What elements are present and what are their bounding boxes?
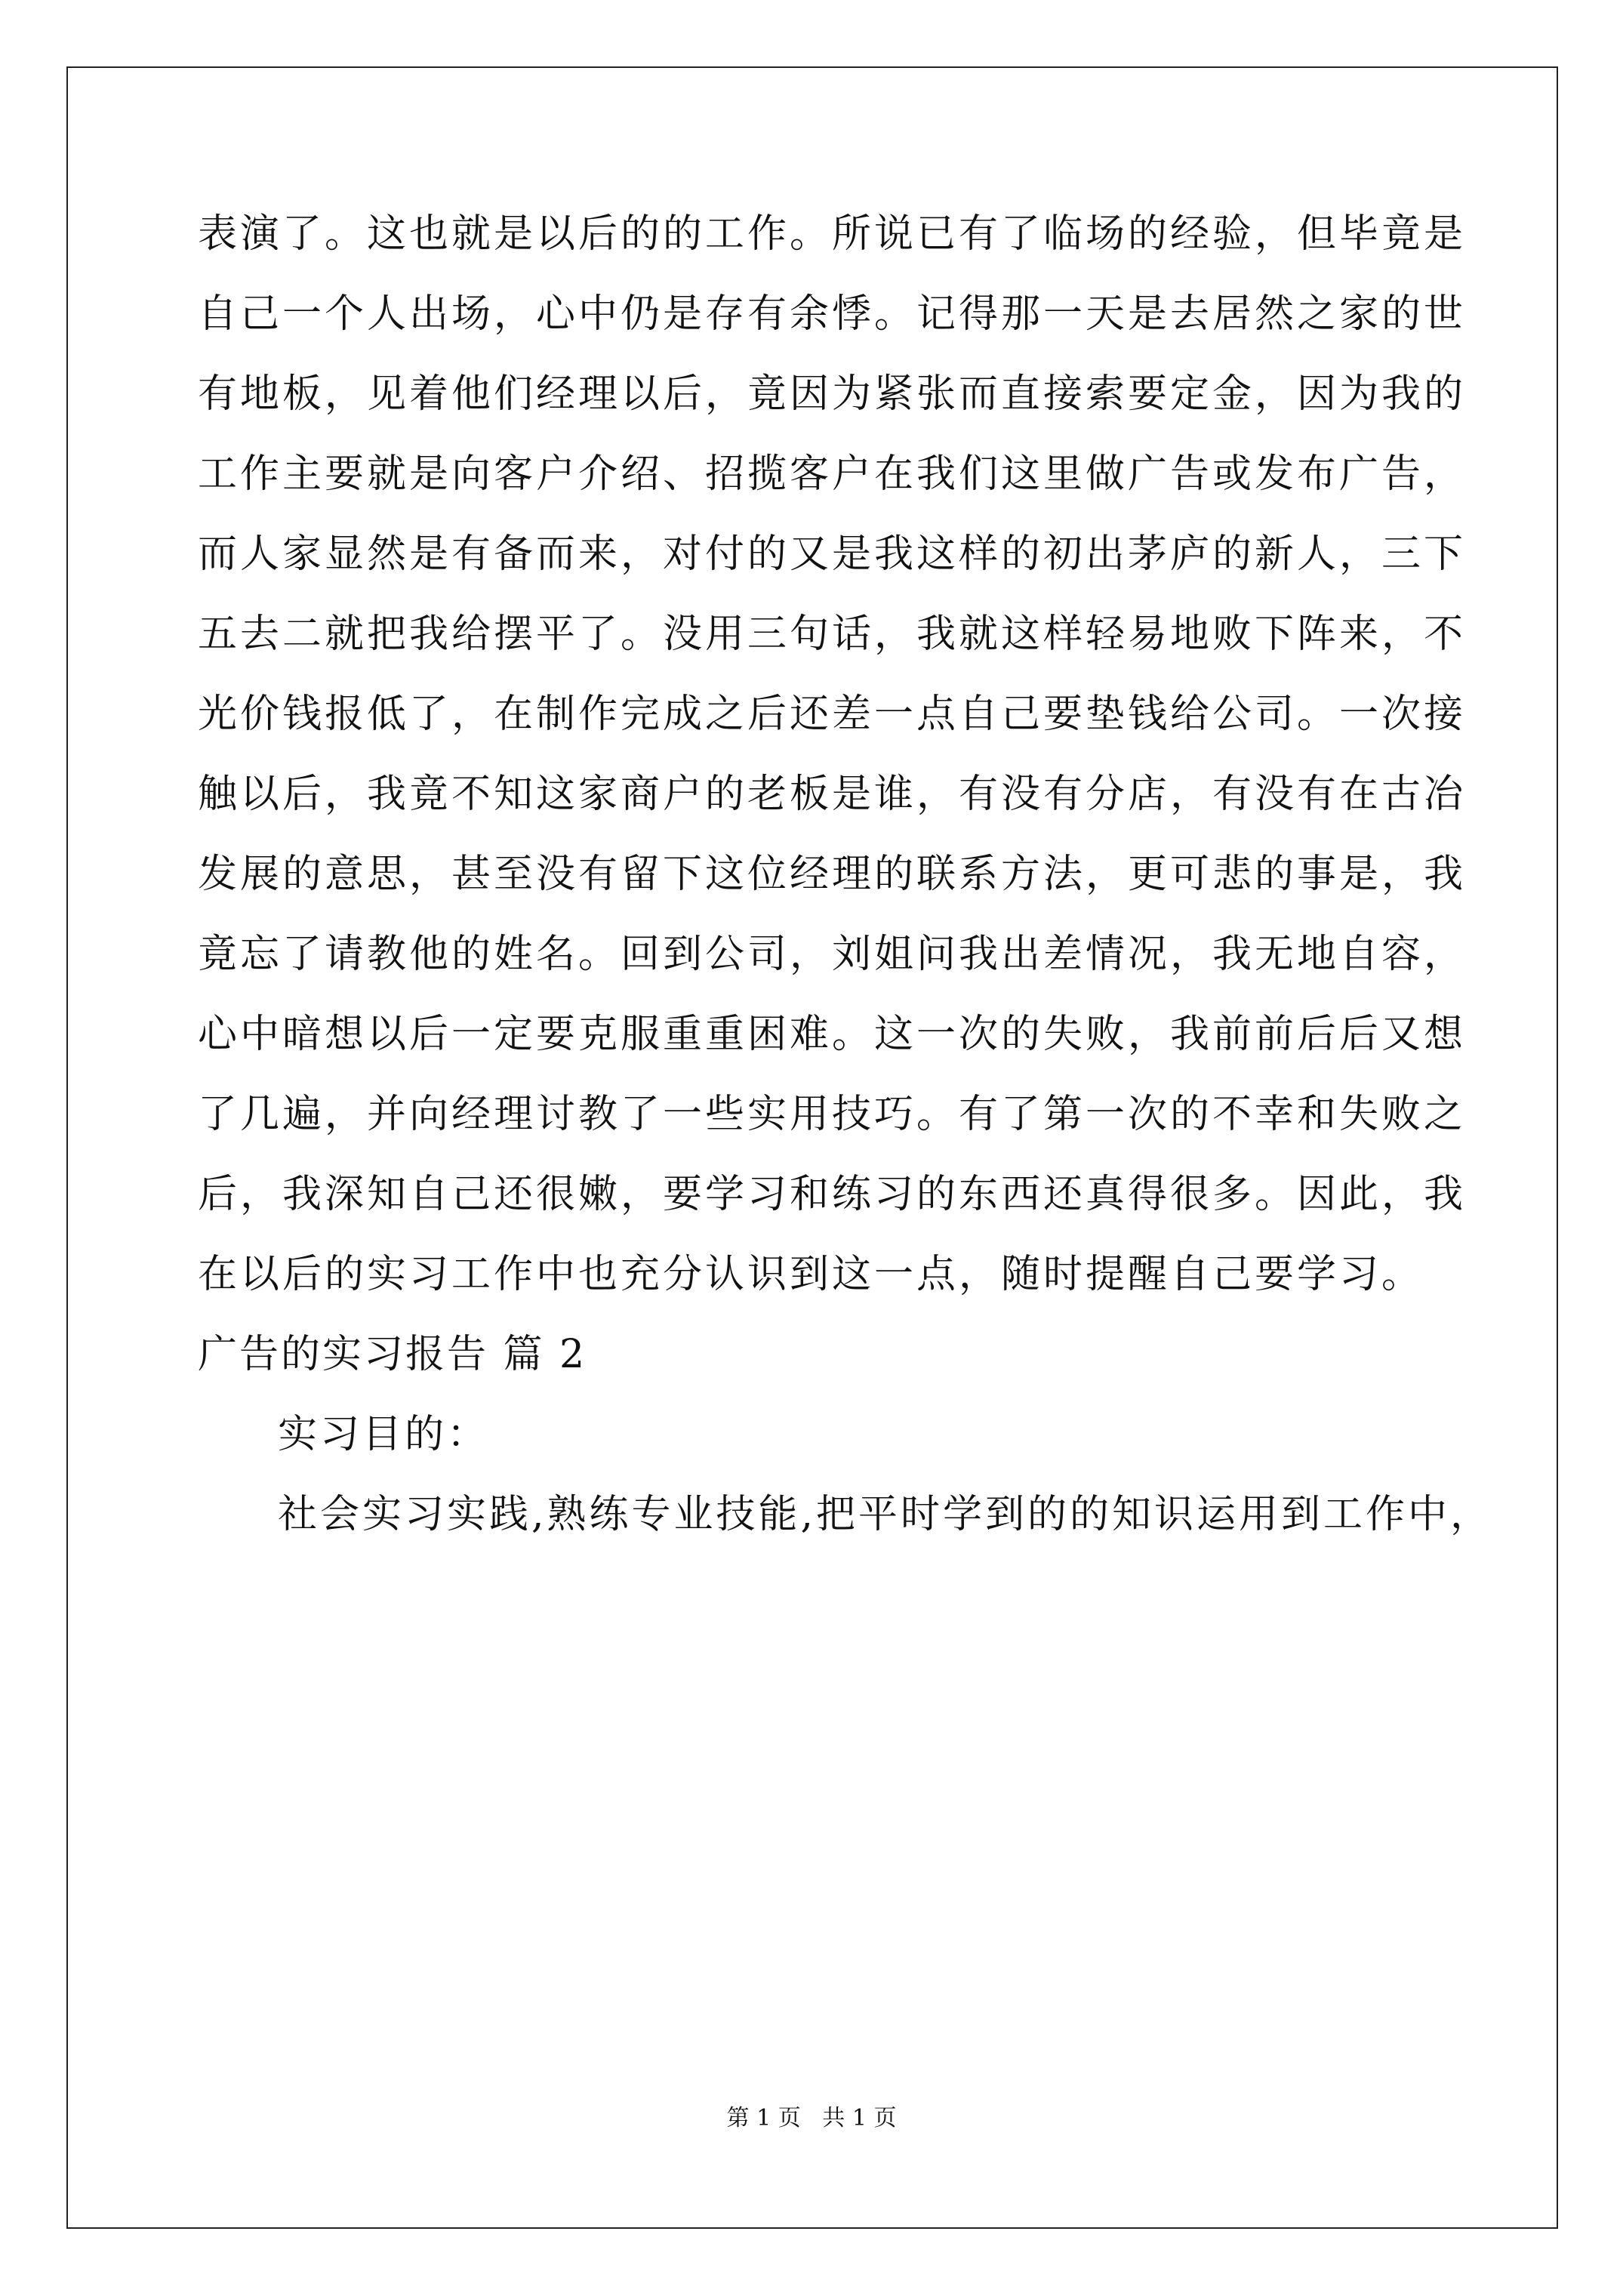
body-line-9: 发展的意思，甚至没有留下这位经理的联系方法，更可悲的事是，我	[198, 852, 1467, 897]
body-line-7: 光价钱报低了，在制作完成之后还差一点自己要垫钱给公司。一次接	[198, 692, 1467, 737]
body-line-6: 五去二就把我给摆平了。没用三句话，我就这样轻易地败下阵来，不	[198, 612, 1467, 657]
body-line-8: 触以后，我竟不知这家商户的老板是谁，有没有分店，有没有在古冶	[198, 772, 1467, 817]
body-line-4: 工作主要就是向客户介绍、招揽客户在我们这里做广告或发布广告，	[198, 451, 1467, 497]
subheading: 实习目的：	[278, 1412, 490, 1457]
body-line-12: 了几遍，并向经理讨教了一些实用技巧。有了第一次的不幸和失败之	[198, 1092, 1467, 1137]
body-line-1: 表演了。这也就是以后的的工作。所说已有了临场的经验，但毕竟是	[198, 211, 1467, 257]
body-line-5: 而人家显然是有备而来，对付的又是我这样的初出茅庐的新人，三下	[198, 532, 1467, 577]
body-line-11: 心中暗想以后一定要克服重重困难。这一次的失败，我前前后后又想	[198, 1012, 1467, 1057]
body-line-2: 自己一个人出场，心中仍是存有余悸。记得那一天是去居然之家的世	[198, 291, 1467, 337]
page-number-footer: 第 1 页 共 1 页	[726, 2105, 897, 2131]
section-heading: 广告的实习报告 篇 2	[198, 1332, 587, 1377]
body-line-14: 在以后的实习工作中也充分认识到这一点，随时提醒自己要学习。	[198, 1252, 1424, 1297]
paragraph-start: 社会实习实践,熟练专业技能,把平时学到的的知识运用到工作中，	[278, 1492, 1493, 1537]
body-line-3: 有地板，见着他们经理以后，竟因为紧张而直接索要定金，因为我的	[198, 371, 1467, 417]
body-line-13: 后，我深知自己还很嫩，要学习和练习的东西还真得很多。因此，我	[198, 1172, 1467, 1217]
body-line-10: 竟忘了请教他的姓名。回到公司，刘姐问我出差情况，我无地自容，	[198, 932, 1467, 977]
